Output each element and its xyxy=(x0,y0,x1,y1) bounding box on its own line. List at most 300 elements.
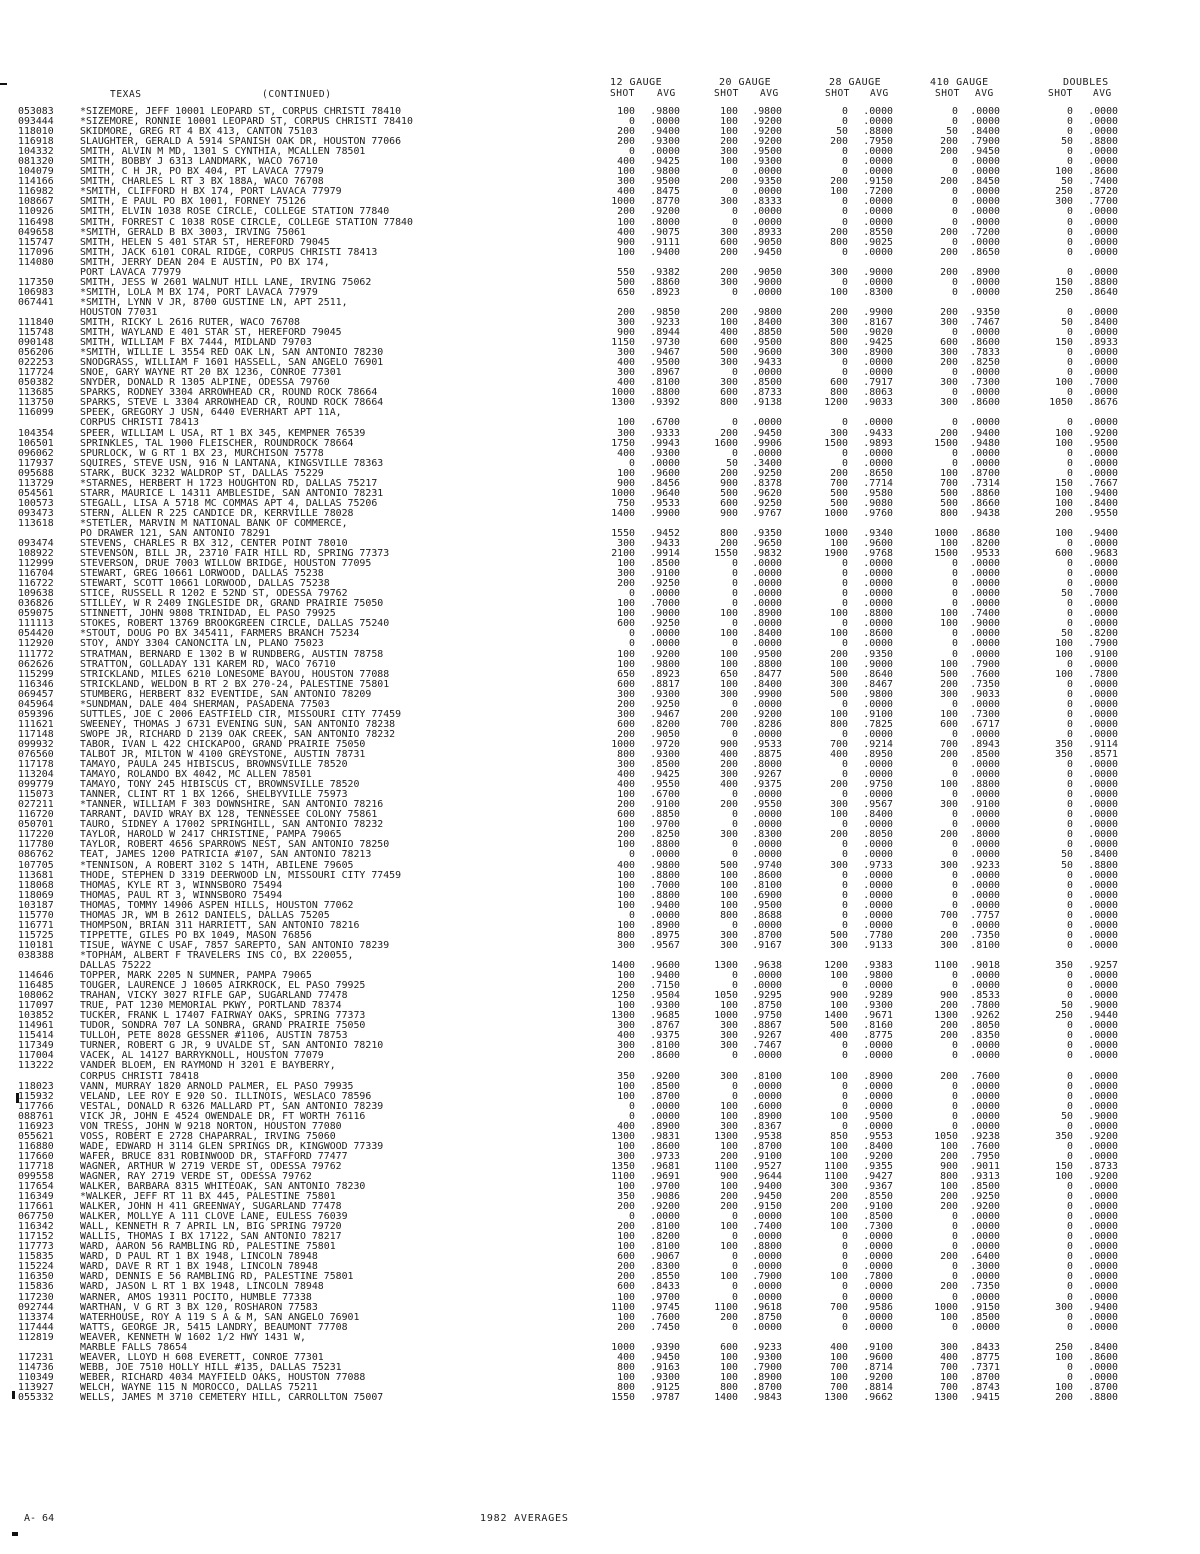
average-value: .8400 xyxy=(752,316,782,328)
shot-count: 0 xyxy=(732,216,738,228)
member-id: 050701 xyxy=(18,819,54,831)
shot-count: 0 xyxy=(1067,889,1073,901)
shot-count: 1000 xyxy=(611,196,635,208)
shot-count: 0 xyxy=(1067,1100,1073,1112)
member-id: 116982 xyxy=(18,186,54,198)
member-name-address: WARD, AARON 56 RAMBLING RD, PALESTINE 75801 xyxy=(80,1242,336,1253)
shot-count: 200 xyxy=(720,1150,738,1162)
shot-count: 0 xyxy=(842,1120,848,1132)
average-value: .8650 xyxy=(970,246,1000,258)
average-value: .0000 xyxy=(863,1100,893,1112)
average-value: .0000 xyxy=(1088,1181,1118,1193)
member-name-address: *TANNER, WILLIAM F 303 DOWNSHIRE, SAN ANTONIO 78216 xyxy=(80,800,384,811)
member-name-address: STERN, ALLEN R 225 CANDICE DR, KERRVILLE 78028 xyxy=(80,508,354,519)
member-name-address: WARD, JASON L RT 1 BX 1948, LINCOLN 78948 xyxy=(80,1282,324,1293)
shot-count: 0 xyxy=(732,980,738,992)
shot-count: 0 xyxy=(1067,769,1073,781)
member-name-address: THOMAS, TOMMY 14906 ASPEN HILLS, HOUSTON 77062 xyxy=(80,900,354,911)
average-value: .8250 xyxy=(970,357,1000,369)
average-value: .8800 xyxy=(1088,276,1118,288)
shot-count: 100 xyxy=(720,1351,738,1363)
shot-count: 0 xyxy=(952,879,958,891)
member-name-address: SPURLOCK, W G RT 1 BX 23, MURCHISON 75778 xyxy=(80,448,324,459)
shot-count: 300 xyxy=(720,276,738,288)
average-value: .7900 xyxy=(970,136,1000,148)
shot-count: 1050 xyxy=(1049,397,1073,409)
member-name-address: SNYDER, DONALD R 1305 ALPINE, ODESSA 79760 xyxy=(80,378,330,389)
margin-mark xyxy=(0,83,7,85)
average-value: .0000 xyxy=(863,919,893,931)
shot-count: 200 xyxy=(830,648,848,660)
average-value: .8900 xyxy=(863,1070,893,1082)
shot-count: 100 xyxy=(830,1211,848,1223)
member-id: 114166 xyxy=(18,176,54,188)
average-value: .7300 xyxy=(863,1221,893,1233)
shot-count: 0 xyxy=(842,357,848,369)
average-value: .8933 xyxy=(1088,337,1118,349)
shot-count: 100 xyxy=(617,1090,635,1102)
shot-count: 100 xyxy=(830,1140,848,1152)
member-id: 118010 xyxy=(18,126,54,138)
member-id: 117718 xyxy=(18,1160,54,1172)
shot-count: 0 xyxy=(842,206,848,218)
member-id: 067750 xyxy=(18,1211,54,1223)
member-id: 104079 xyxy=(18,166,54,178)
average-value: .0000 xyxy=(970,156,1000,168)
shot-count: 50 xyxy=(1061,849,1073,861)
average-value: .0000 xyxy=(863,246,893,258)
average-value: .9257 xyxy=(1088,959,1118,971)
shot-header: SHOT xyxy=(935,88,960,99)
member-name-address: TAYLOR, HAROLD W 2417 CHRISTINE, PAMPA 79065 xyxy=(80,830,342,841)
shot-count: 400 xyxy=(617,1030,635,1042)
shot-count: 500 xyxy=(830,487,848,499)
shot-count: 200 xyxy=(720,1191,738,1203)
average-value: .0000 xyxy=(1088,1201,1118,1213)
shot-count: 0 xyxy=(732,849,738,861)
member-id: 115748 xyxy=(18,327,54,339)
average-value: .0000 xyxy=(970,598,1000,610)
member-id: 116485 xyxy=(18,980,54,992)
average-value: .0000 xyxy=(1088,538,1118,550)
shot-count: 100 xyxy=(720,889,738,901)
member-name-address: SPARKS, RODNEY 3304 ARROWHEAD CR, ROUND ROCK 78664 xyxy=(80,388,378,399)
average-value: .8700 xyxy=(970,1371,1000,1383)
average-value: .9050 xyxy=(752,266,782,278)
shot-count: 100 xyxy=(830,1150,848,1162)
shot-count: 300 xyxy=(940,688,958,700)
average-value: .9133 xyxy=(863,939,893,951)
average-value: .0000 xyxy=(863,276,893,288)
average-value: .9800 xyxy=(650,658,680,670)
average-value: .0000 xyxy=(1088,708,1118,720)
shot-count: 900 xyxy=(617,477,635,489)
member-name-address: STUMBERG, HERBERT 832 EVENTIDE, SAN ANTONIO 78209 xyxy=(80,689,372,700)
average-value: .0000 xyxy=(1088,558,1118,570)
shot-count: 100 xyxy=(617,1181,635,1193)
shot-count: 200 xyxy=(720,176,738,188)
average-value: .9350 xyxy=(752,176,782,188)
average-value: .0000 xyxy=(863,1281,893,1293)
shot-count: 600 xyxy=(940,718,958,730)
member-id: 113750 xyxy=(18,397,54,409)
average-value: .0000 xyxy=(970,588,1000,600)
average-value: .9650 xyxy=(752,538,782,550)
average-value: .8860 xyxy=(970,487,1000,499)
average-value: .9500 xyxy=(752,337,782,349)
shot-count: 700 xyxy=(830,477,848,489)
average-value: .0000 xyxy=(863,899,893,911)
average-value: .8660 xyxy=(970,497,1000,509)
member-id: 095688 xyxy=(18,467,54,479)
member-name-address: *SMITH, LOLA M BX 174, PORT LAVACA 77979 xyxy=(80,287,318,298)
average-value: .9425 xyxy=(650,769,680,781)
shot-count: 0 xyxy=(1067,126,1073,138)
average-value: .9800 xyxy=(863,688,893,700)
shot-count: 0 xyxy=(629,909,635,921)
member-id: 115770 xyxy=(18,909,54,921)
average-value: .0000 xyxy=(970,286,1000,298)
shot-count: 100 xyxy=(720,1181,738,1193)
member-id: 116722 xyxy=(18,578,54,590)
member-name-address: CORPUS CHRISTI 78413 xyxy=(80,418,199,429)
average-value: .7825 xyxy=(863,718,893,730)
average-value: .8350 xyxy=(970,1030,1000,1042)
shot-count: 0 xyxy=(842,889,848,901)
average-value: .9400 xyxy=(1088,527,1118,539)
shot-count: 500 xyxy=(940,487,958,499)
member-name-address: TRAHAN, VICKY 3027 RIFLE GAP, SUGARLAND 77478 xyxy=(80,991,348,1002)
average-value: .8720 xyxy=(1088,186,1118,198)
average-value: .9000 xyxy=(970,618,1000,630)
average-value: .9086 xyxy=(650,1191,680,1203)
shot-count: 1300 xyxy=(714,1130,738,1142)
shot-count: 600 xyxy=(617,809,635,821)
average-value: .8600 xyxy=(650,1050,680,1062)
average-value: .9733 xyxy=(863,859,893,871)
average-value: .0000 xyxy=(752,1321,782,1333)
member-name-address: HOUSTON 77031 xyxy=(80,307,158,318)
average-value: .0000 xyxy=(1088,467,1118,479)
member-name-address: *STOUT, DOUG PO BX 345411, FARMERS BRANCH 75234 xyxy=(80,629,360,640)
shot-count: 1000 xyxy=(714,1010,738,1022)
shot-count: 0 xyxy=(952,1231,958,1243)
shot-count: 200 xyxy=(720,759,738,771)
shot-count: 100 xyxy=(1055,497,1073,509)
average-value: .8860 xyxy=(650,276,680,288)
shot-count: 700 xyxy=(940,909,958,921)
average-value: .0000 xyxy=(970,236,1000,248)
average-value: .0000 xyxy=(863,1291,893,1303)
average-value: .7900 xyxy=(752,1271,782,1283)
member-name-address: *SMITH, WILLIE L 3554 RED OAK LN, SAN ANTONIO 78230 xyxy=(80,348,384,359)
average-value: .8700 xyxy=(1088,1381,1118,1393)
shot-count: 200 xyxy=(940,829,958,841)
shot-count: 0 xyxy=(732,618,738,630)
shot-count: 1300 xyxy=(611,1130,635,1142)
average-value: .0000 xyxy=(752,970,782,982)
member-name-address: STEVENSON, BILL JR, 23710 FAIR HILL RD, SPRING 77373 xyxy=(80,549,390,560)
average-value: .0000 xyxy=(863,417,893,429)
member-id: 104354 xyxy=(18,427,54,439)
shot-count: 0 xyxy=(732,1251,738,1263)
shot-count: 0 xyxy=(842,558,848,570)
member-id: 055332 xyxy=(18,1392,54,1403)
shot-count: 0 xyxy=(732,809,738,821)
shot-count: 700 xyxy=(830,1301,848,1313)
shot-count: 50 xyxy=(1061,136,1073,148)
average-value: .0000 xyxy=(970,769,1000,781)
state-label: TEXAS xyxy=(110,89,142,100)
shot-count: 200 xyxy=(617,206,635,218)
average-value: .0000 xyxy=(970,1040,1000,1052)
shot-count: 100 xyxy=(830,708,848,720)
shot-count: 0 xyxy=(842,588,848,600)
average-value: .0000 xyxy=(752,809,782,821)
average-value: .0000 xyxy=(1088,578,1118,590)
shot-count: 800 xyxy=(617,749,635,760)
average-value: .0000 xyxy=(970,899,1000,911)
average-value: .0000 xyxy=(970,568,1000,580)
average-value: .8800 xyxy=(1088,136,1118,148)
member-name-address: TARRANT, DAVID WRAY BX 128, TENNESSEE COLONY 75861 xyxy=(80,810,378,821)
average-value: .0000 xyxy=(752,447,782,459)
shot-count: 900 xyxy=(617,327,635,339)
average-value: .8770 xyxy=(650,196,680,208)
shot-count: 100 xyxy=(720,899,738,911)
shot-count: 200 xyxy=(940,306,958,318)
shot-count: 100 xyxy=(617,658,635,670)
average-value: .0000 xyxy=(863,769,893,781)
average-value: .9355 xyxy=(863,1160,893,1172)
shot-count: 1100 xyxy=(824,1160,848,1172)
shot-count: 0 xyxy=(842,819,848,831)
member-id: 116880 xyxy=(18,1140,54,1152)
shot-count: 0 xyxy=(629,588,635,600)
average-value: .0000 xyxy=(863,849,893,861)
shot-count: 0 xyxy=(1067,106,1073,117)
shot-count: 100 xyxy=(940,608,958,620)
shot-count: 100 xyxy=(940,1371,958,1383)
shot-count: 1000 xyxy=(611,1341,635,1353)
average-value: .9075 xyxy=(650,226,680,238)
shot-count: 0 xyxy=(1067,1221,1073,1233)
shot-count: 200 xyxy=(940,1281,958,1293)
average-value: .0000 xyxy=(970,106,1000,117)
member-id: 059396 xyxy=(18,708,54,720)
member-name-address: SPARKS, STEVE L 3304 ARROWHEAD CR, ROUND ROCK 78664 xyxy=(80,398,384,409)
average-value: .8600 xyxy=(1088,1351,1118,1363)
member-name-address: STOKES, ROBERT 13769 BROOKGREEN CIRCLE, DALLAS 75240 xyxy=(80,619,390,630)
shot-count: 0 xyxy=(1067,156,1073,168)
average-value: .9750 xyxy=(752,1010,782,1022)
average-value: .8550 xyxy=(863,226,893,238)
shot-count: 100 xyxy=(1055,668,1073,680)
member-id: 115747 xyxy=(18,236,54,248)
average-value: .8700 xyxy=(752,929,782,941)
average-value: .8378 xyxy=(752,477,782,489)
member-name-address: SMITH, WILLIAM F BX 7444, MIDLAND 79703 xyxy=(80,338,312,349)
average-value: .0000 xyxy=(1088,919,1118,931)
shot-count: 0 xyxy=(1067,1361,1073,1373)
shot-count: 200 xyxy=(830,136,848,148)
average-value: .0000 xyxy=(863,106,893,117)
member-id: 116771 xyxy=(18,919,54,931)
margin-mark xyxy=(12,1532,18,1536)
member-name-address: STRATTON, GOLLADAY 131 KAREM RD, WACO 76710 xyxy=(80,659,336,670)
average-value: .0000 xyxy=(970,196,1000,208)
member-name-address: SMITH, ELVIN 1038 ROSE CIRCLE, COLLEGE STATION 77840 xyxy=(80,207,390,218)
member-name-address: VANDER BLOEM, EN RAYMOND H 3201 E BAYBERRY, xyxy=(80,1061,336,1072)
member-id: 045964 xyxy=(18,698,54,710)
shot-count: 700 xyxy=(940,477,958,489)
shot-count: 300 xyxy=(1055,1301,1073,1313)
member-id: 050382 xyxy=(18,377,54,389)
average-value: .0000 xyxy=(1088,1120,1118,1132)
member-id: 108922 xyxy=(18,548,54,560)
member-name-address: WAGNER, ARTHUR W 2719 VERDE ST, ODESSA 79762 xyxy=(80,1161,342,1172)
shot-count: 100 xyxy=(720,879,738,891)
shot-count: 100 xyxy=(720,869,738,881)
average-value: .0000 xyxy=(752,1291,782,1303)
average-value: .8400 xyxy=(1088,497,1118,509)
average-value: .9450 xyxy=(752,427,782,439)
average-value: .8050 xyxy=(863,829,893,841)
member-name-address: WARD, DENNIS E 56 RAMBLING RD, PALESTINE 75801 xyxy=(80,1272,354,1283)
member-id: 093444 xyxy=(18,116,54,128)
average-value: .0000 xyxy=(863,216,893,228)
shot-count: 200 xyxy=(830,1191,848,1203)
shot-count: 0 xyxy=(1067,990,1073,1002)
member-name-address: WAFER, BRUCE 831 ROBINWOOD DR, STAFFORD 77477 xyxy=(80,1151,348,1162)
average-value: .0000 xyxy=(1088,447,1118,459)
shot-count: 0 xyxy=(952,1040,958,1052)
average-value: .9200 xyxy=(650,1201,680,1213)
shot-count: 200 xyxy=(720,467,738,479)
average-value: .0000 xyxy=(970,849,1000,861)
shot-count: 400 xyxy=(830,1341,848,1353)
average-value: .9100 xyxy=(650,568,680,580)
average-value: .9850 xyxy=(650,306,680,318)
shot-count: 1300 xyxy=(824,1392,848,1403)
member-id: 103852 xyxy=(18,1010,54,1022)
shot-count: 800 xyxy=(720,909,738,921)
member-id: 117230 xyxy=(18,1291,54,1303)
member-id: 112920 xyxy=(18,638,54,650)
shot-count: 0 xyxy=(952,1261,958,1273)
average-value: .0000 xyxy=(1088,387,1118,399)
shot-count: 400 xyxy=(617,226,635,238)
shot-count: 100 xyxy=(940,467,958,479)
shot-count: 100 xyxy=(1055,1351,1073,1363)
average-value: .0000 xyxy=(752,919,782,931)
average-value: .9745 xyxy=(650,1301,680,1313)
member-id: 112819 xyxy=(18,1331,54,1343)
member-name-address: *SIZEMORE, JEFF 10001 LEOPARD ST, CORPUS CHRISTI 78410 xyxy=(80,107,402,117)
shot-count: 100 xyxy=(720,116,738,128)
member-name-address: *STARNES, HERBERT H 1723 HOUGHTON RD, DALLAS 75217 xyxy=(80,478,378,489)
gauge-header-28: 28 GAUGE xyxy=(829,77,882,88)
shot-count: 100 xyxy=(617,869,635,881)
shot-count: 300 xyxy=(617,939,635,951)
shot-count: 0 xyxy=(952,276,958,288)
shot-count: 0 xyxy=(952,568,958,580)
member-id: 117766 xyxy=(18,1100,54,1112)
shot-count: 0 xyxy=(952,578,958,590)
member-id: 093474 xyxy=(18,538,54,550)
average-value: .9831 xyxy=(650,1130,680,1142)
average-value: .8500 xyxy=(970,1311,1000,1323)
average-value: .8300 xyxy=(650,1261,680,1273)
average-value: .8000 xyxy=(970,829,1000,841)
member-name-address: SKIDMORE, GREG RT 4 BX 413, CANTON 75103 xyxy=(80,127,318,138)
member-name-address: WELCH, WAYNE 115 N MOROCCO, DALLAS 75211 xyxy=(80,1382,318,1393)
member-name-address: STILLEY, W R 2409 INGLESIDE DR, GRAND PRAIRIE 75050 xyxy=(80,599,384,610)
member-id: 114961 xyxy=(18,1020,54,1032)
member-id: 117220 xyxy=(18,829,54,841)
average-value: .8800 xyxy=(1088,1392,1118,1403)
shot-count: 0 xyxy=(952,769,958,781)
average-value: .0000 xyxy=(752,1211,782,1223)
average-value: .0000 xyxy=(1088,678,1118,690)
member-id: 113729 xyxy=(18,477,54,489)
average-value: .0000 xyxy=(752,1050,782,1062)
average-value: .8600 xyxy=(650,1140,680,1152)
shot-count: 0 xyxy=(842,1050,848,1062)
shot-count: 300 xyxy=(617,759,635,771)
average-value: .0000 xyxy=(863,819,893,831)
average-value: .7350 xyxy=(970,929,1000,941)
average-value: .8100 xyxy=(650,1221,680,1233)
average-value: .0000 xyxy=(752,1261,782,1273)
member-name-address: PORT LAVACA 77979 xyxy=(80,267,182,278)
average-value: .9800 xyxy=(650,859,680,871)
member-id: 116720 xyxy=(18,809,54,821)
member-name-address: WELLS, JAMES M 3710 CEMETERY HILL, CARROLLTON 75007 xyxy=(80,1393,384,1403)
shot-count: 0 xyxy=(1067,1291,1073,1303)
average-value: .7300 xyxy=(970,708,1000,720)
shot-count: 300 xyxy=(830,799,848,811)
shot-count: 0 xyxy=(1067,970,1073,982)
member-name-address: WEBB, JOE 7510 HOLLY HILL #135, DALLAS 75231 xyxy=(80,1362,342,1373)
member-name-address: *TENNISON, A ROBERT 3102 S 14TH, ABILENE 79605 xyxy=(80,860,354,871)
average-value: .9700 xyxy=(650,1181,680,1193)
average-value: .9900 xyxy=(863,306,893,318)
average-value: .7600 xyxy=(970,1070,1000,1082)
member-name-address: SMITH, HELEN S 401 STAR ST, HEREFORD 79045 xyxy=(80,237,330,248)
member-name-address: WALKER, MOLLYE A 111 CLOVE LANE, EULESS 76039 xyxy=(80,1212,348,1223)
member-name-address: *SUNDMAN, DALE 404 SHERMAN, PASADENA 77503 xyxy=(80,699,330,710)
average-value: .0000 xyxy=(863,206,893,218)
average-value: .9400 xyxy=(650,126,680,138)
shot-count: 0 xyxy=(1067,266,1073,278)
member-id: 022253 xyxy=(18,357,54,369)
average-value: .0000 xyxy=(970,578,1000,590)
shot-count: 0 xyxy=(952,819,958,831)
average-value: .0000 xyxy=(970,728,1000,740)
average-value: .0000 xyxy=(1088,357,1118,369)
average-value: .8975 xyxy=(650,929,680,941)
average-value: .8167 xyxy=(863,316,893,328)
shot-count: 700 xyxy=(940,1361,958,1373)
average-value: .9433 xyxy=(752,357,782,369)
average-value: .8775 xyxy=(970,1351,1000,1363)
shot-count: 600 xyxy=(720,387,738,399)
shot-count: 300 xyxy=(617,316,635,328)
member-name-address: STARR, MAURICE L 14311 AMBLESIDE, SAN ANTONIO 78231 xyxy=(80,488,384,499)
shot-count: 400 xyxy=(617,156,635,168)
member-id: 110926 xyxy=(18,206,54,218)
